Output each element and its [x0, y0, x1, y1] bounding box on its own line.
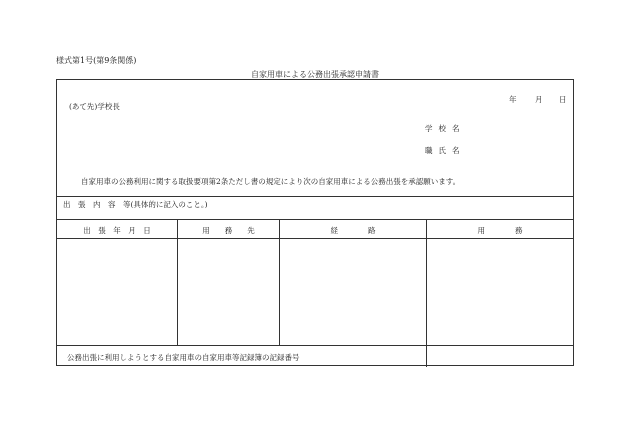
date-year-label: 年 [509, 95, 517, 104]
col-header-route: 経 路 [330, 226, 376, 235]
trip-date-cell[interactable] [58, 239, 176, 344]
request-statement: 自家用車の公務利用に関する取扱要項第2条ただし書の規定により次の自家用車による公務出張を承認願います。 [81, 177, 461, 186]
form-code: 様式第1号(第9条関係) [56, 56, 137, 65]
section-divider-top [57, 196, 573, 197]
document-title: 自家用車による公務出張承認申請書 [251, 70, 379, 79]
trip-details-heading: 出 張 内 容 等(具体的に記入のこと。) [63, 200, 208, 209]
col-header-trip-date: 出 張 年 月 日 [83, 226, 151, 235]
destination-cell[interactable] [178, 239, 278, 344]
application-form-frame [56, 79, 574, 366]
business-cell[interactable] [427, 239, 572, 344]
col-header-business: 用 務 [477, 226, 523, 235]
col-header-destination: 用 務 先 [202, 226, 255, 235]
person-name-label: 職氏名 [425, 146, 466, 155]
route-cell[interactable] [280, 239, 425, 344]
vehicle-record-number-cell[interactable] [427, 346, 572, 365]
date-month-label: 月 [535, 95, 543, 104]
addressee: (あて先)学校長 [69, 102, 120, 111]
date-day-label: 日 [559, 95, 567, 104]
section-divider-heading [57, 219, 573, 220]
school-name-label: 学校名 [425, 124, 466, 133]
vehicle-record-number-label: 公務出張に利用しようとする自家用車の自家用車等記録簿の記録番号 [67, 353, 300, 362]
